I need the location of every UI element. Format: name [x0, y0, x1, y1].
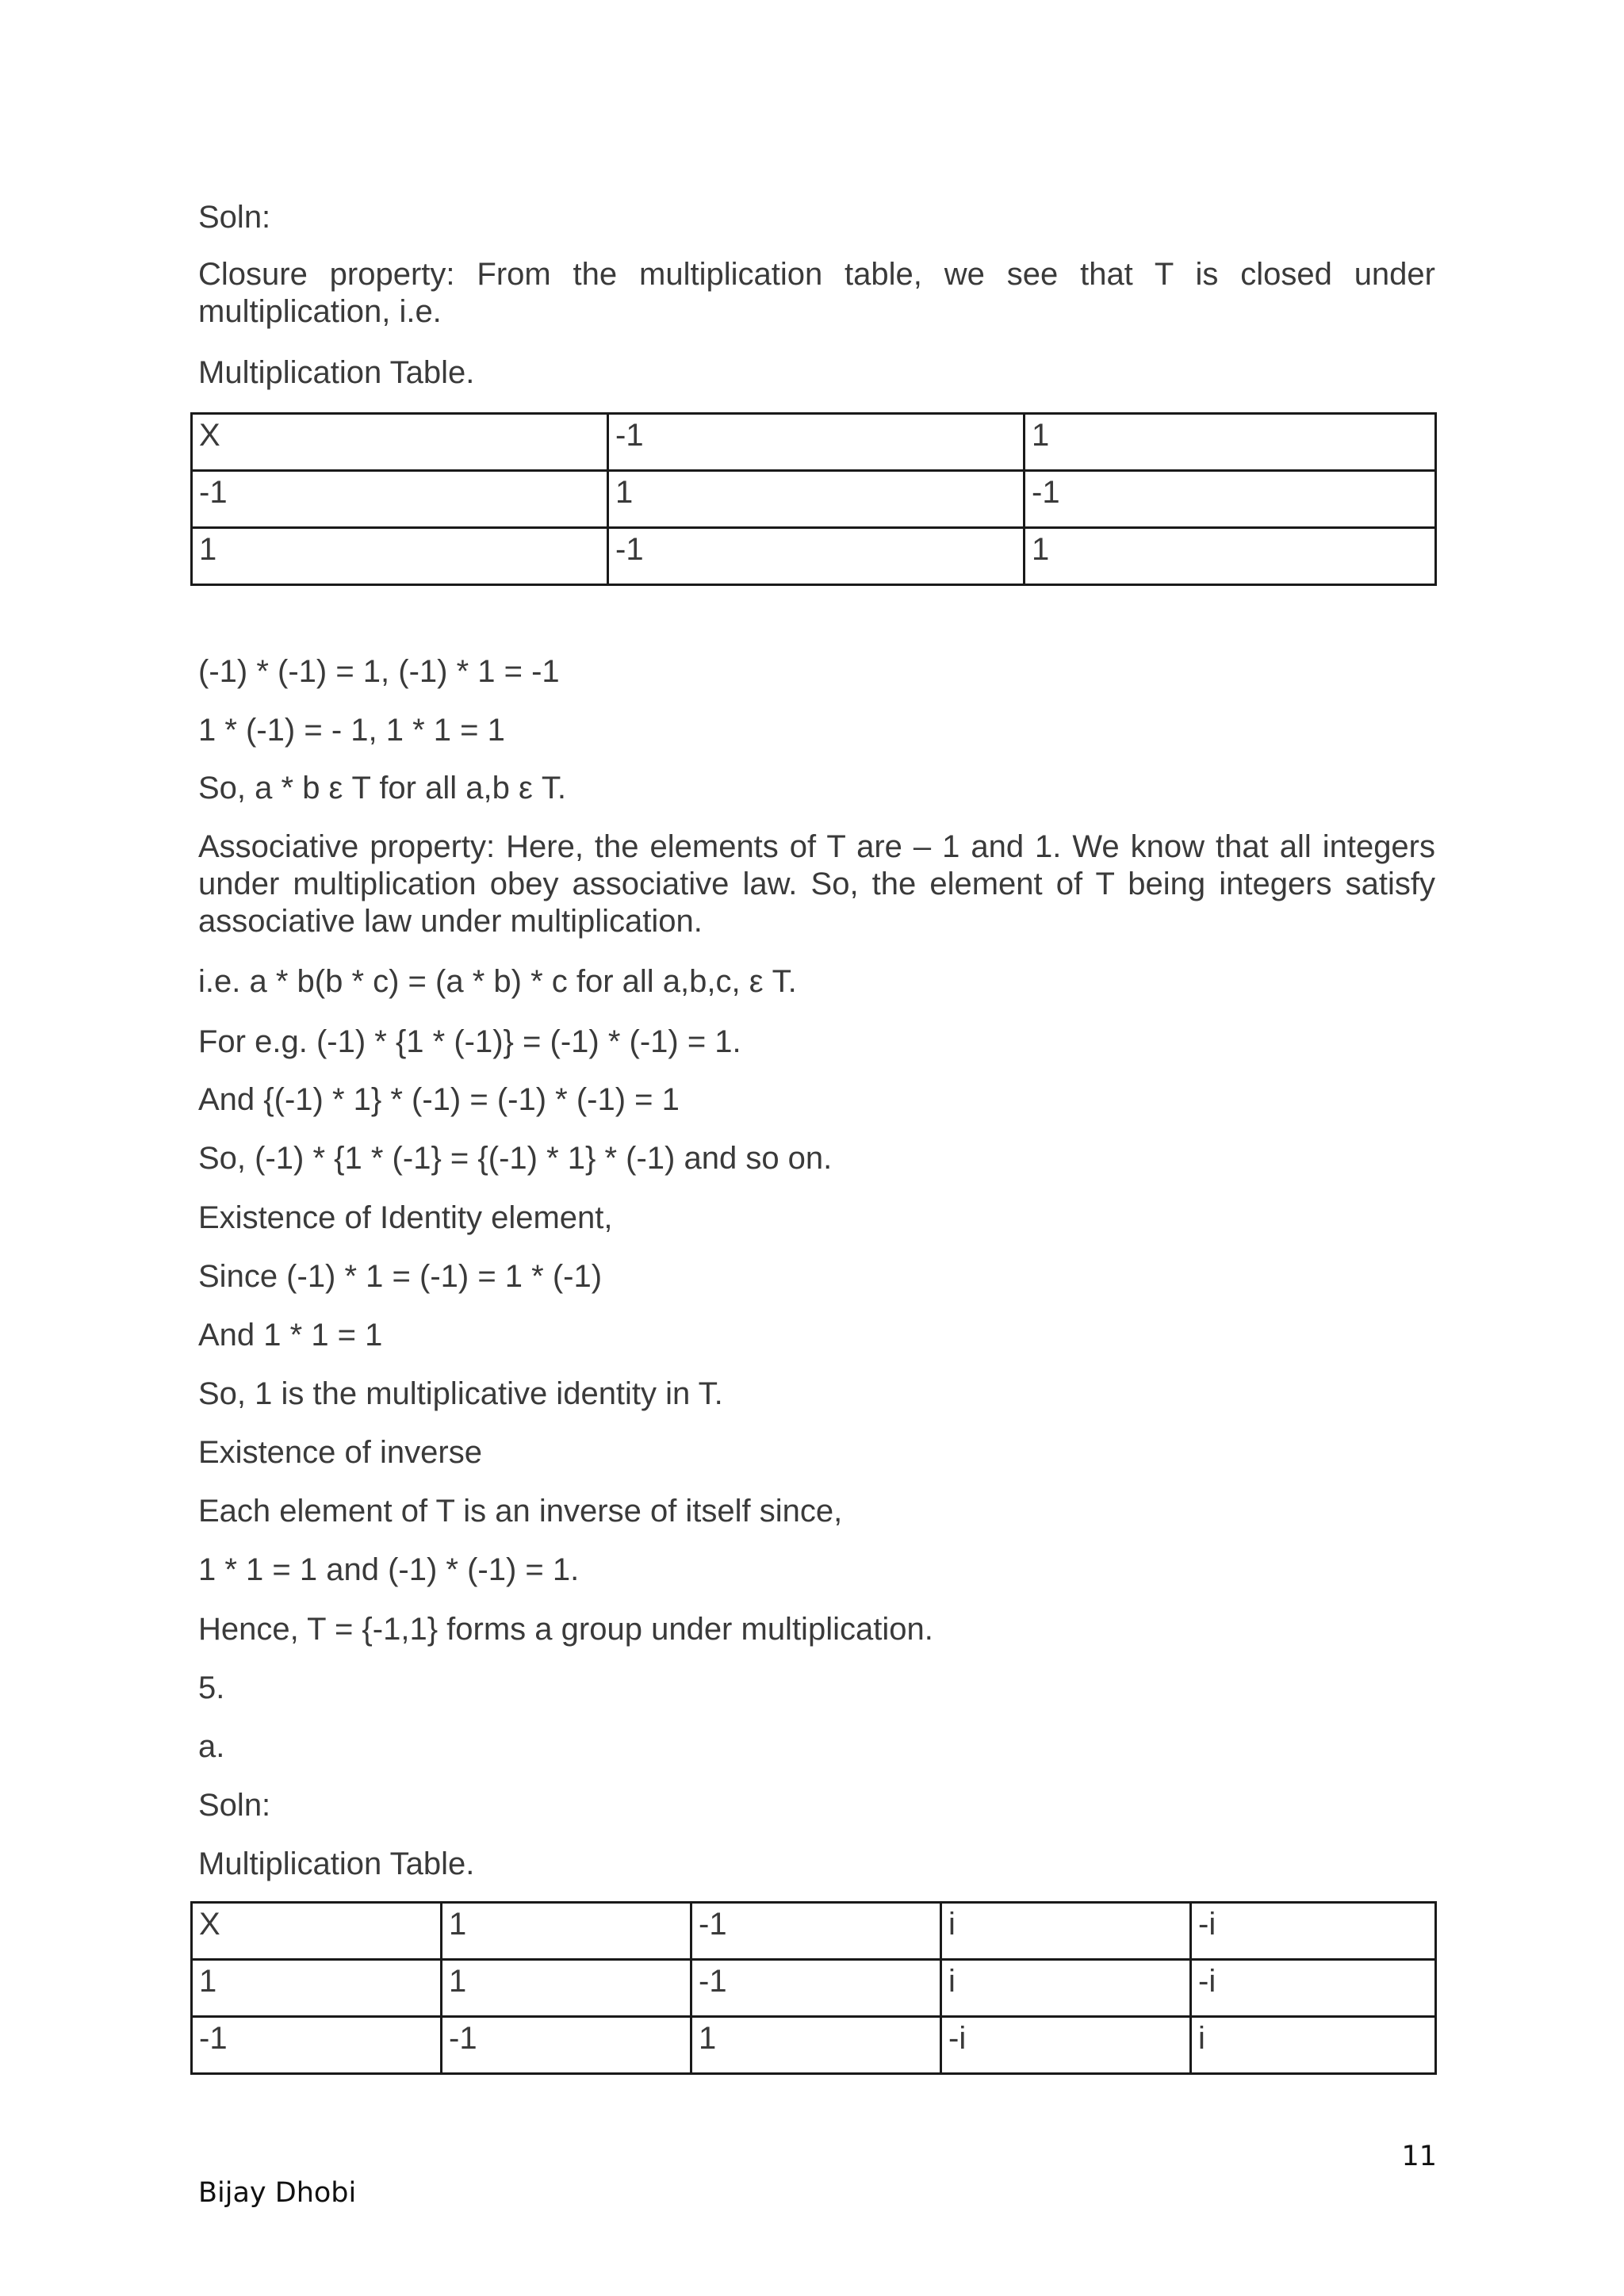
table-cell: X [192, 1903, 442, 1960]
table-cell: 1 [608, 471, 1025, 528]
table-row [192, 471, 1436, 528]
table-cell: -1 [192, 2017, 442, 2074]
table-cell: 1 [442, 1960, 691, 2017]
associative-paragraph: Associative property: Here, the elements of T are – 1 and 1. We know that all integers under multiplication obey associative law. So, the element of T being integers satisfy associative law under multiplication. [198, 829, 1435, 939]
question-part: a. [198, 1729, 225, 1764]
table-cell: -1 [442, 2017, 691, 2074]
equation-line: (-1) * (-1) = 1, (-1) * 1 = -1 [198, 654, 560, 689]
table-cell: -1 [691, 1960, 941, 2017]
page-number: 11 [1401, 2141, 1437, 2172]
table-cell: X [192, 414, 608, 471]
question-number: 5. [198, 1670, 225, 1705]
table-cell: i [1191, 2017, 1436, 2074]
table-row [192, 2017, 1436, 2074]
table-row [192, 1960, 1436, 2017]
table-cell: 1 [192, 1960, 442, 2017]
example-line: So, (-1) * {1 * (-1} = {(-1) * 1} * (-1) and so on. [198, 1141, 833, 1176]
table-row [192, 414, 1436, 471]
multiplication-table-2 [190, 1901, 1437, 2075]
associative-statement: i.e. a * b(b * c) = (a * b) * c for all a,b,c, ε T. [198, 964, 797, 999]
identity-line: And 1 * 1 = 1 [198, 1318, 383, 1353]
equation-line: 1 * (-1) = - 1, 1 * 1 = 1 [198, 713, 505, 748]
table-cell: -1 [608, 414, 1025, 471]
soln-label: Soln: [198, 1788, 271, 1823]
group-conclusion: Hence, T = {-1,1} forms a group under multiplication. [198, 1612, 933, 1647]
table-cell: -i [1191, 1960, 1436, 2017]
table-cell: -1 [1025, 471, 1436, 528]
multiplication-table-1 [190, 412, 1437, 586]
table-cell: -i [1191, 1903, 1436, 1960]
table-cell: -1 [192, 471, 608, 528]
table-cell: 1 [691, 2017, 941, 2074]
inverse-line: 1 * 1 = 1 and (-1) * (-1) = 1. [198, 1552, 580, 1587]
inverse-line: Each element of T is an inverse of itself since, [198, 1494, 843, 1529]
soln-label: Soln: [198, 200, 271, 235]
table-row [192, 1903, 1436, 1960]
table-cell: -1 [691, 1903, 941, 1960]
table-cell: i [941, 1903, 1191, 1960]
identity-conclusion: So, 1 is the multiplicative identity in T. [198, 1376, 723, 1411]
example-line: And {(-1) * 1} * (-1) = (-1) * (-1) = 1 [198, 1082, 680, 1117]
multiplication-table-heading: Multiplication Table. [198, 1846, 475, 1881]
table-cell: -1 [608, 528, 1025, 585]
example-line: For e.g. (-1) * {1 * (-1)} = (-1) * (-1) = 1. [198, 1024, 741, 1059]
closure-paragraph: Closure property: From the multiplication table, we see that T is closed under multiplication, i.e. [198, 257, 1435, 329]
table-cell: 1 [1025, 414, 1436, 471]
table-cell: 1 [1025, 528, 1436, 585]
table-cell: i [941, 1960, 1191, 2017]
table-cell: 1 [442, 1903, 691, 1960]
inverse-heading: Existence of inverse [198, 1435, 482, 1470]
closure-conclusion: So, a * b ε T for all a,b ε T. [198, 771, 567, 806]
footer-author: Bijay Dhobi [198, 2177, 357, 2209]
identity-line: Since (-1) * 1 = (-1) = 1 * (-1) [198, 1259, 603, 1294]
multiplication-table-heading: Multiplication Table. [198, 355, 475, 390]
table-row [192, 528, 1436, 585]
table-cell: 1 [192, 528, 608, 585]
table-cell: -i [941, 2017, 1191, 2074]
identity-heading: Existence of Identity element, [198, 1200, 613, 1235]
